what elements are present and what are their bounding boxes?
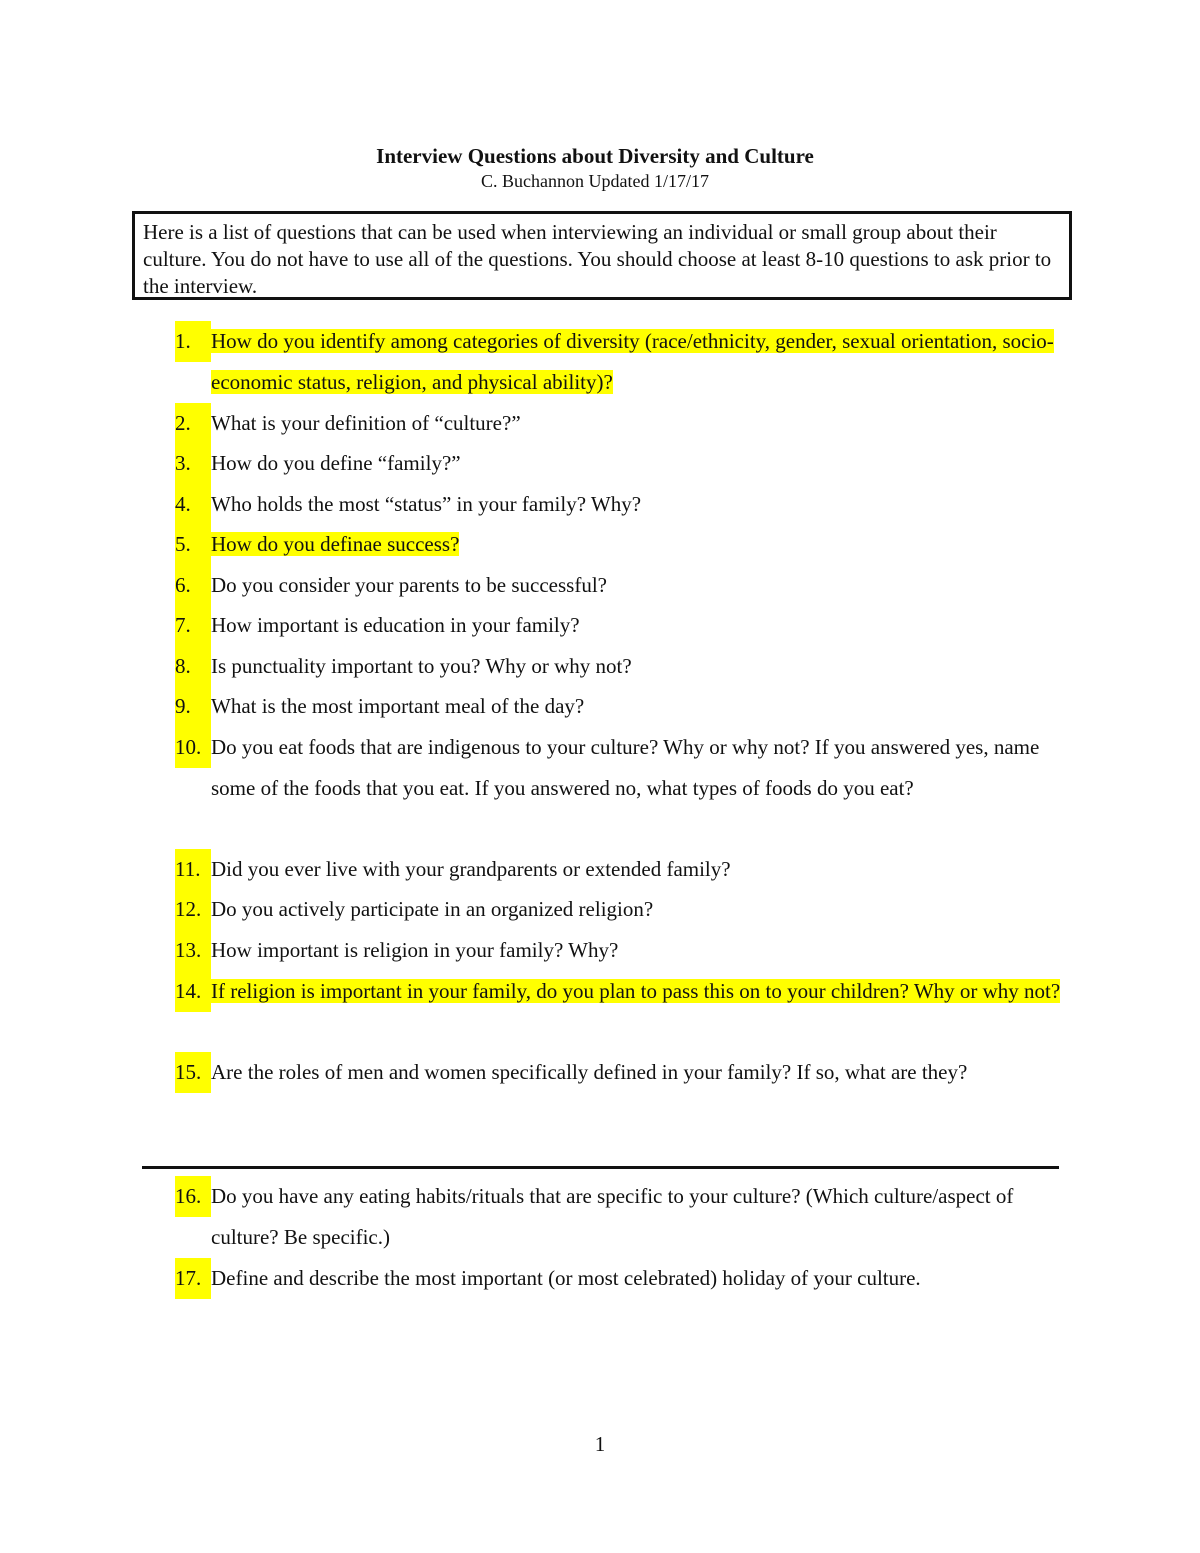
question-text: How do you define “family?” [211, 451, 461, 475]
question-text: Do you eat foods that are indigenous to your culture? Why or why not? If you answered yes, name some of the foods that you eat. If you answered no, what types of foods do you eat? [211, 735, 1040, 800]
question-text: Did you ever live with your grandparents or extended family? [211, 857, 731, 881]
question-number: 2. [175, 403, 211, 444]
question-text: How do you definae success? [211, 532, 460, 556]
question-number: 16. [175, 1176, 211, 1217]
question-item-15 [175, 1052, 1065, 1093]
question-number: 15. [175, 1052, 211, 1093]
question-item-7 [175, 605, 1065, 646]
question-number: 6. [175, 565, 211, 606]
question-text: Do you actively participate in an organized religion? [211, 897, 654, 921]
question-item-8 [175, 646, 1065, 687]
question-number: 1. [175, 321, 211, 362]
question-item-1 [175, 321, 1065, 402]
question-number: 4. [175, 484, 211, 525]
question-number: 10. [175, 727, 211, 768]
question-item-14 [175, 971, 1065, 1012]
question-item-11 [175, 849, 1065, 890]
document-subtitle: C. Buchannon Updated 1/17/17 [481, 171, 709, 191]
question-number: 11. [175, 849, 211, 890]
question-text: How do you identify among categories of diversity (race/ethnicity, gender, sexual orientation, socio-economic status, religion, and physical ability)? [211, 329, 1054, 394]
question-text: How important is education in your family? [211, 613, 580, 637]
question-text: What is the most important meal of the day? [211, 694, 585, 718]
question-number: 17. [175, 1258, 211, 1299]
section-divider [142, 1166, 1059, 1169]
question-text: Do you have any eating habits/rituals that are specific to your culture? (Which culture/aspect of culture? Be specific.) [211, 1184, 1014, 1249]
question-item-2 [175, 403, 1065, 444]
page-number: 1 [594, 1432, 606, 1456]
document-title: Interview Questions about Diversity and Culture [376, 144, 814, 168]
intro-text: Here is a list of questions that can be used when interviewing an individual or small group about their culture. You do not have to use all of the questions. You should choose at least 8-10 questions to ask prior to the interview. [143, 220, 1052, 298]
question-text: If religion is important in your family, do you plan to pass this on to your children? Why or why not? [211, 979, 1061, 1003]
question-number: 8. [175, 646, 211, 687]
question-item-10 [175, 727, 1065, 808]
question-item-4 [175, 484, 1065, 525]
question-number: 5. [175, 524, 211, 565]
question-text: Do you consider your parents to be successful? [211, 573, 607, 597]
question-item-16 [175, 1176, 1065, 1257]
question-text: Who holds the most “status” in your family? Why? [211, 492, 642, 516]
question-item-17 [175, 1258, 1065, 1299]
question-number: 3. [175, 443, 211, 484]
question-number: 7. [175, 605, 211, 646]
question-text: Is punctuality important to you? Why or why not? [211, 654, 632, 678]
question-item-5 [175, 524, 1065, 565]
question-text: What is your definition of “culture?” [211, 411, 521, 435]
question-item-13 [175, 930, 1065, 971]
question-text: Are the roles of men and women specifically defined in your family? If so, what are they? [211, 1060, 968, 1084]
question-number: 12. [175, 889, 211, 930]
question-item-6 [175, 565, 1065, 606]
question-item-3 [175, 443, 1065, 484]
question-text: How important is religion in your family? Why? [211, 938, 619, 962]
question-number: 14. [175, 971, 211, 1012]
question-text: Define and describe the most important (or most celebrated) holiday of your culture. [211, 1266, 921, 1290]
question-number: 13. [175, 930, 211, 971]
question-number: 9. [175, 686, 211, 727]
question-item-12 [175, 889, 1065, 930]
question-item-9 [175, 686, 1065, 727]
